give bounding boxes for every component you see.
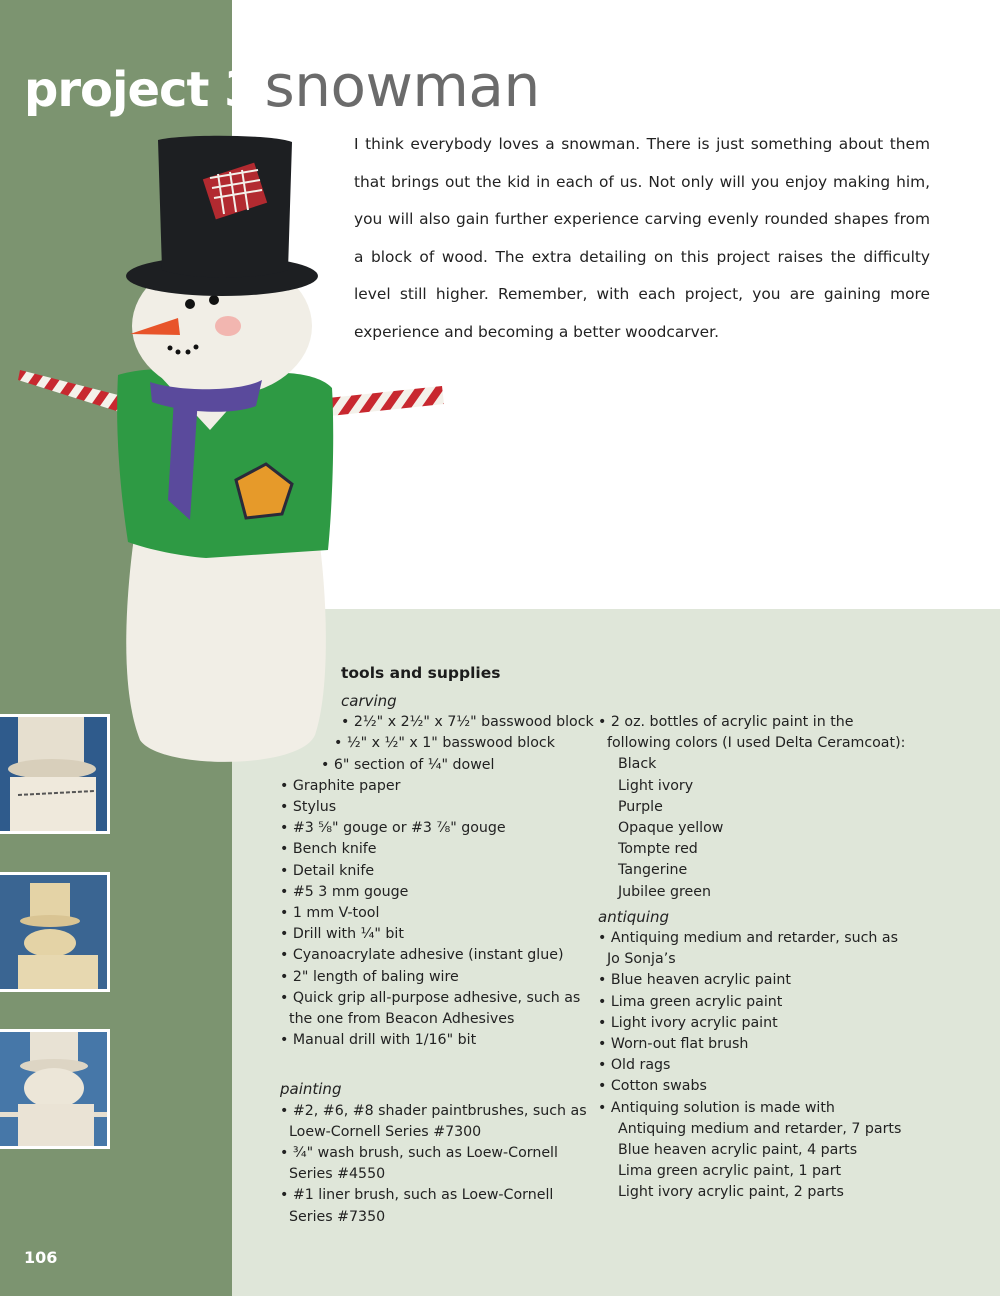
- list-item: Series #7350: [289, 1208, 386, 1225]
- list-item: • Antiquing solution is made with: [598, 1099, 835, 1116]
- list-item: • Graphite paper: [280, 777, 401, 794]
- list-item: • Light ivory acrylic paint: [598, 1014, 778, 1031]
- list-item: • #2, #6, #8 shader paintbrushes, such as: [280, 1102, 587, 1119]
- painting-subheading: painting: [280, 1080, 342, 1099]
- list-item: Blue heaven acrylic paint, 4 parts: [618, 1142, 858, 1159]
- list-item: • Cotton swabs: [598, 1078, 707, 1095]
- list-item: Light ivory acrylic paint, 2 parts: [618, 1184, 844, 1201]
- list-item: • ½" x ½" x 1" basswood block: [334, 735, 555, 752]
- list-item: • Lima green acrylic paint: [598, 993, 783, 1010]
- list-item: • Worn-out flat brush: [598, 1036, 749, 1053]
- project-number: project 3: [24, 62, 257, 118]
- project-name: snowman: [264, 52, 540, 120]
- list-item: Black: [618, 756, 657, 773]
- list-item: the one from Beacon Adhesives: [289, 1011, 515, 1028]
- list-item: • Cyanoacrylate adhesive (instant glue): [280, 947, 564, 964]
- supplies-right-column: [598, 712, 905, 1204]
- list-item: Purple: [618, 798, 663, 815]
- list-item: • Quick grip all-purpose adhesive, such as: [280, 989, 581, 1006]
- step-photo-2: [0, 872, 110, 992]
- list-item: • Old rags: [598, 1057, 671, 1074]
- list-item: • Detail knife: [280, 862, 375, 879]
- supplies-left-column: [280, 691, 594, 1228]
- list-item: Tompte red: [618, 841, 698, 858]
- supplies-heading: tools and supplies: [341, 664, 501, 682]
- list-item: Jo Sonja’s: [607, 951, 676, 968]
- list-item: • ¾" wash brush, such as Loew-Cornell: [280, 1145, 558, 1162]
- list-item: • 2 oz. bottles of acrylic paint in the: [598, 714, 854, 730]
- list-item: following colors (I used Delta Ceramcoat):: [607, 735, 906, 752]
- list-item: • #5 3 mm gouge: [280, 883, 409, 900]
- list-item: Light ivory: [618, 777, 694, 794]
- page-number: 106: [24, 1248, 58, 1267]
- list-item: • 1 mm V-tool: [280, 905, 380, 922]
- list-item: • #1 liner brush, such as Loew-Cornell: [280, 1187, 554, 1204]
- list-item: • Antiquing medium and retarder, such as: [598, 930, 898, 947]
- list-item: Lima green acrylic paint, 1 part: [618, 1163, 842, 1180]
- carving-subheading: carving: [341, 692, 397, 710]
- list-item: Antiquing medium and retarder, 7 parts: [618, 1120, 902, 1137]
- page-title: [24, 52, 540, 132]
- list-item: Loew-Cornell Series #7300: [289, 1123, 482, 1140]
- list-item: • #3 ⅝" gouge or #3 ⅞" gouge: [280, 820, 506, 837]
- list-item: • Manual drill with 1/16" bit: [280, 1032, 477, 1049]
- intro-paragraph: I think everybody loves a snowman. There is just something about them that brings out the kid in each of us. Not only will you enjoy making him, you will also gain further experience carving evenly rounded shapes from a block of wood. The extra detailing on this project raises the difficulty level still higher. Remember, with each project, you are gaining more experience and becoming a better woodcarver.: [354, 135, 930, 341]
- list-item: • Stylus: [280, 799, 337, 816]
- list-item: Series #4550: [289, 1166, 386, 1183]
- list-item: • 6" section of ¼" dowel: [321, 756, 495, 773]
- list-item: • 2" length of baling wire: [280, 968, 459, 985]
- antiquing-subheading: antiquing: [598, 907, 669, 926]
- step-photo-1: [0, 714, 110, 834]
- list-item: Tangerine: [618, 862, 688, 879]
- list-item: • 2½" x 2½" x 7½" basswood block: [341, 714, 594, 731]
- step-photo-3: [0, 1029, 110, 1149]
- list-item: Jubilee green: [618, 883, 712, 900]
- list-item: • Drill with ¼" bit: [280, 926, 404, 943]
- list-item: • Blue heaven acrylic paint: [598, 972, 791, 989]
- list-item: Opaque yellow: [618, 820, 724, 837]
- list-item: • Bench knife: [280, 841, 377, 858]
